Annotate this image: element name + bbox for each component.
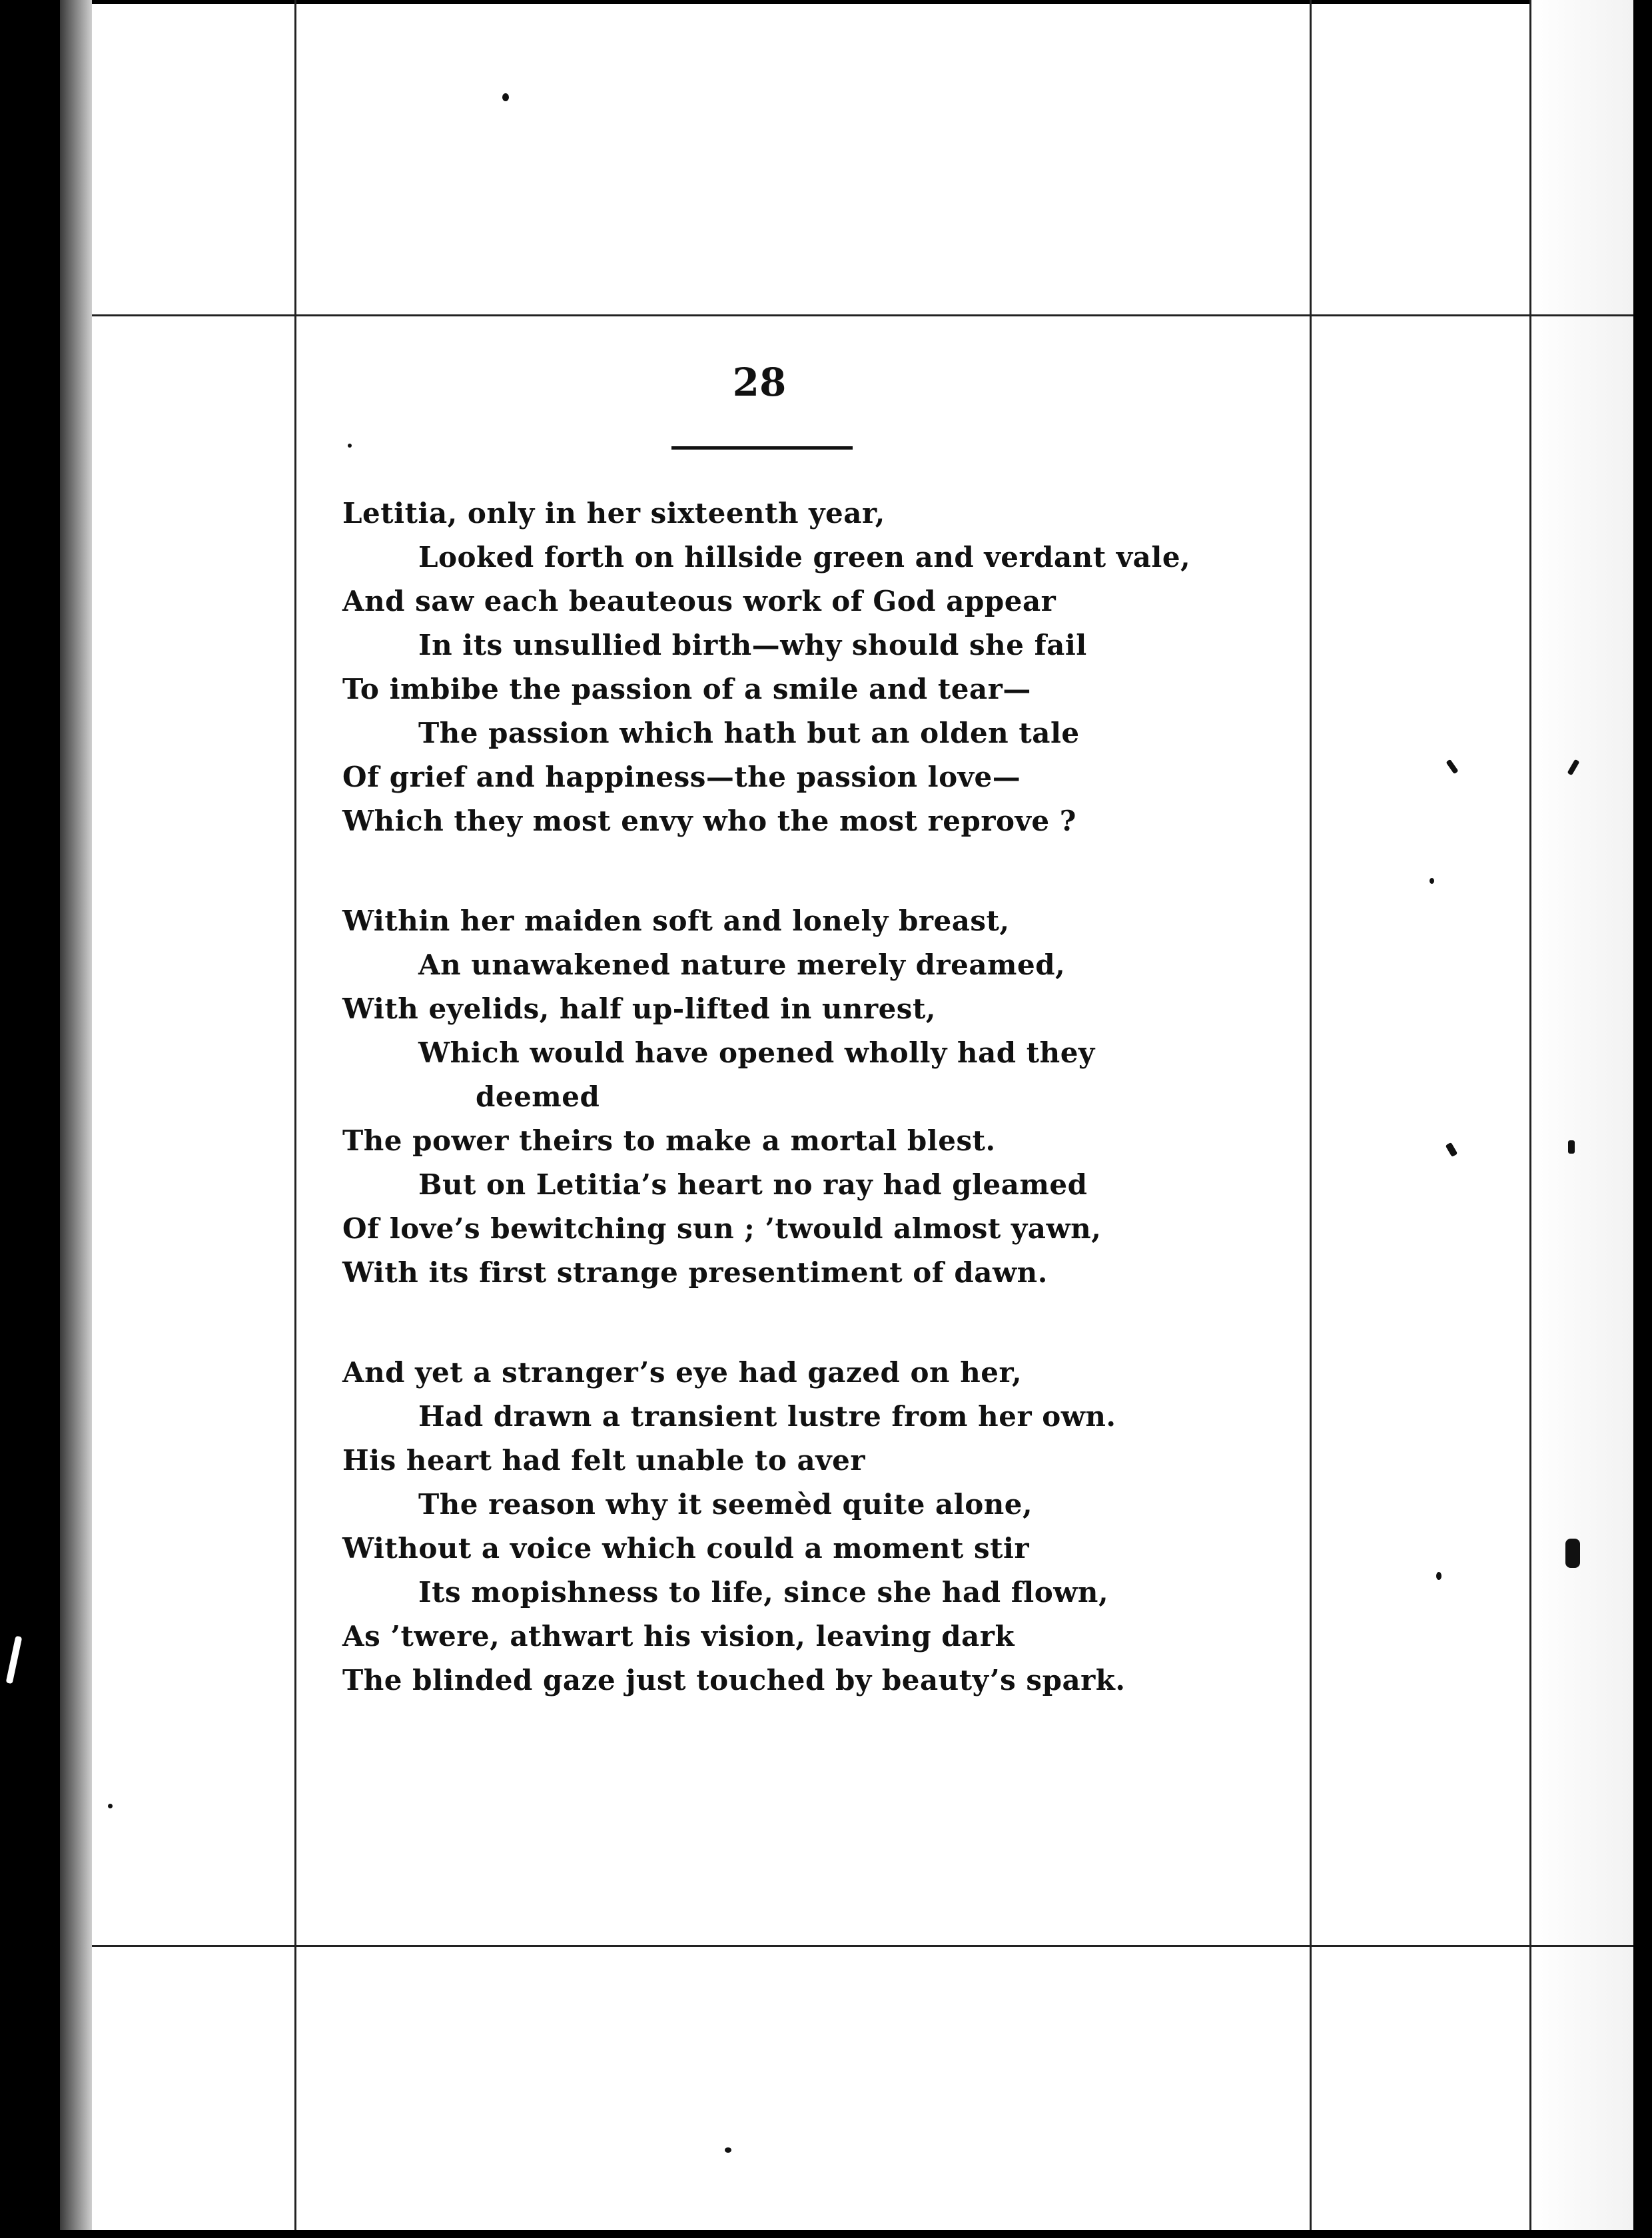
stanza-1 [342,492,1202,843]
poem-line: Of love’s bewitching sun ; ’twould almost yawn, [342,1212,1102,1245]
facing-page-margin [1529,0,1633,2238]
poem-line: And yet a stranger’s eye had gazed on her, [342,1356,1023,1389]
film-speck [108,1804,113,1808]
poem-line: Looked forth on hillside green and verdant vale, [418,541,1191,573]
poem-line: Within her maiden soft and lonely breast, [342,905,1010,937]
poem-line: deemed [476,1080,600,1113]
poem-line: In its unsullied birth—why should she fail [418,629,1087,661]
poem-line: And saw each beauteous work of God appear [342,585,1056,617]
film-speck [725,2147,731,2153]
film-speck [502,93,509,101]
poem-line: Without a voice which could a moment stir [342,1532,1030,1565]
film-speck [1568,1140,1575,1154]
poem-line: The power theirs to make a mortal blest. [342,1124,996,1157]
poem-text [342,492,1202,1758]
frame-rule-bottom [92,1945,1633,1947]
film-speck [1446,759,1458,775]
scan-edge-left [0,0,60,2238]
film-speck [348,444,352,448]
poem-line: Of grief and happiness—the passion love— [342,761,1021,793]
poem-line: An unawakened nature merely dreamed, [418,948,1066,981]
poem-line: The reason why it seemèd quite alone, [418,1488,1033,1521]
poem-line: Letitia, only in her sixteenth year, [342,497,885,530]
page-number-rule [671,446,853,450]
poem-line: With eyelids, half up-lifted in unrest, [342,992,936,1025]
film-speck [1565,1539,1580,1568]
stanza-3 [342,1351,1202,1702]
poem-line: Its mopishness to life, since she had flown, [418,1576,1109,1609]
frame-rule-top [92,314,1633,316]
poem-line: Which they most envy who the most reprove ? [342,805,1076,837]
poem-line: Which would have opened wholly had they [418,1036,1095,1069]
scan-edge-right [1633,0,1652,2238]
poem-line: His heart had felt unable to aver [342,1444,865,1477]
stanza-2 [342,899,1202,1295]
page-number: 28 [732,360,787,405]
poem-line: As ’twere, athwart his vision, leaving dark [342,1620,1015,1653]
poem-line: Had drawn a transient lustre from her own. [418,1400,1116,1433]
poem-line: The blinded gaze just touched by beauty’s spark. [342,1664,1126,1696]
scan-edge-bottom [0,2230,1652,2238]
frame-rule-outer-right [1529,0,1531,2230]
binding-shadow [60,0,92,2238]
scan-edge-top [0,0,1652,4]
film-speck [1446,1142,1458,1157]
film-speck [1436,1572,1442,1580]
poem-line: The passion which hath but an olden tale [418,717,1080,749]
poem-line: But on Letitia’s heart no ray had gleamed [418,1168,1088,1201]
frame-rule-left [294,0,296,2230]
poem-line: With its first strange presentiment of dawn. [342,1256,1048,1289]
film-speck [1430,878,1434,884]
poem-line: To imbibe the passion of a smile and tear— [342,673,1031,705]
frame-rule-right [1310,0,1312,2230]
